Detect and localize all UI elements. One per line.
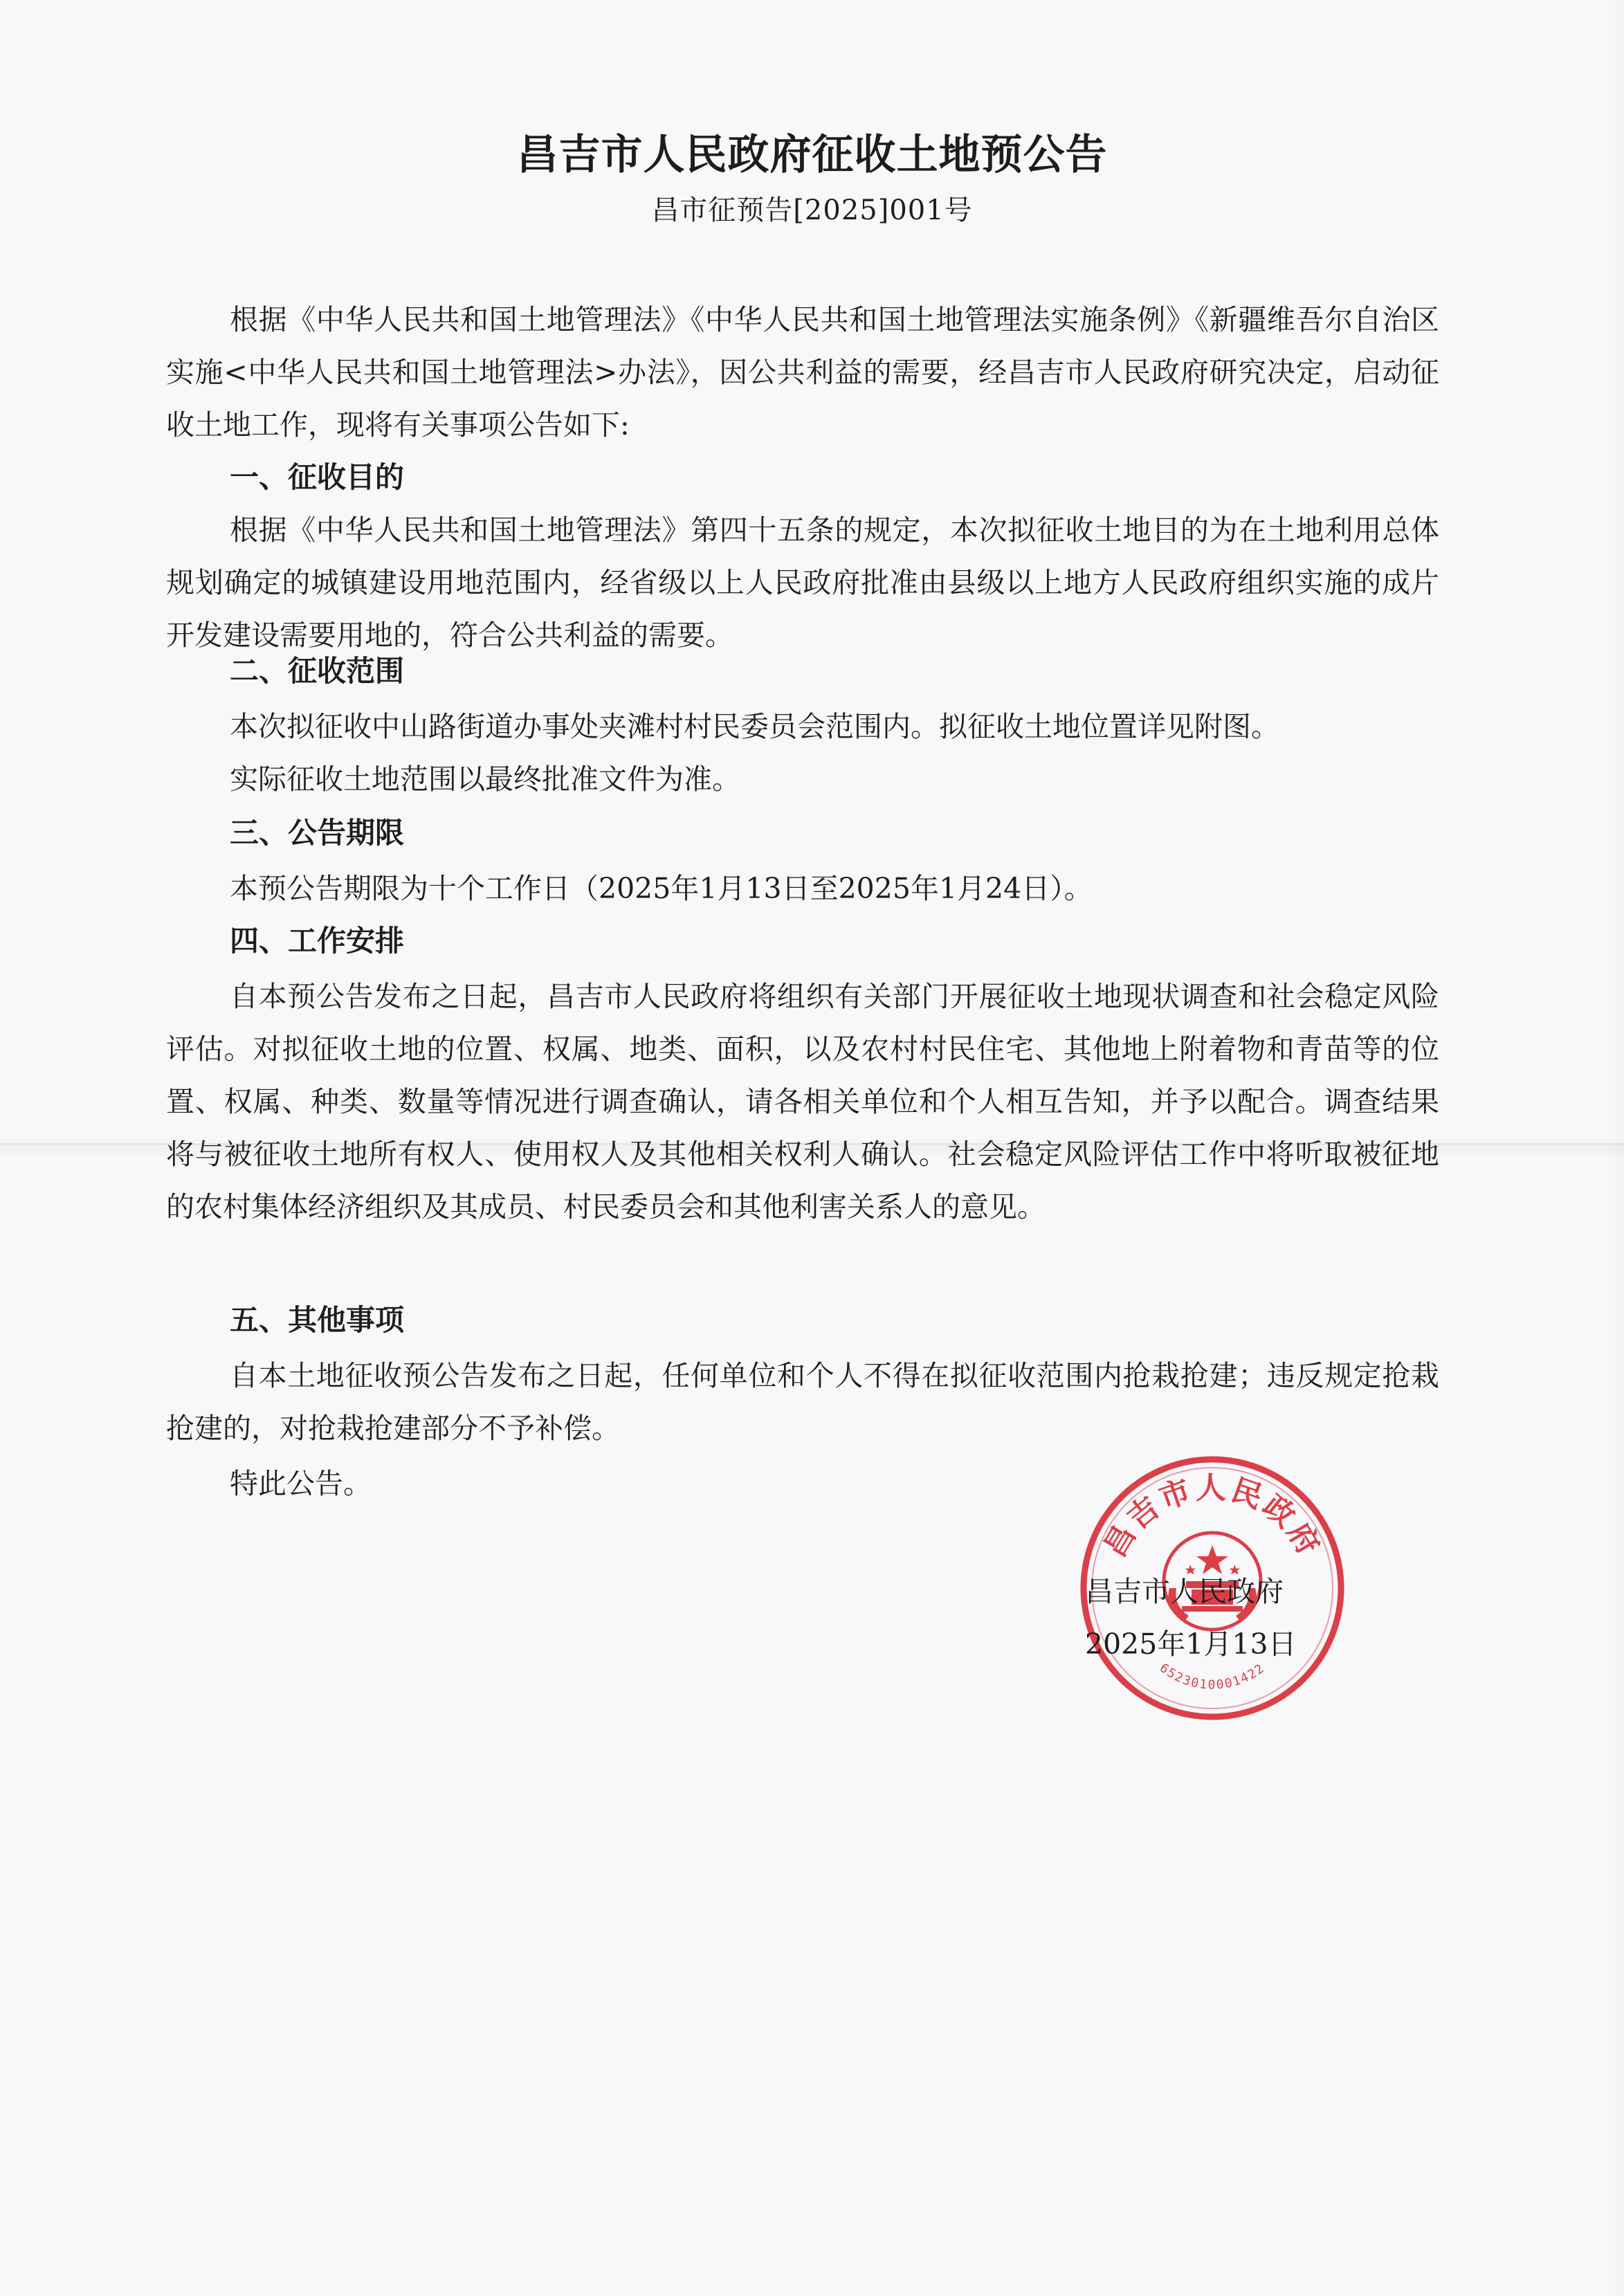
seal-number: 6523010001422 bbox=[1156, 1661, 1268, 1693]
section-1-paragraph-1: 根据《中华人民共和国土地管理法》第四十五条的规定，本次拟征收土地目的为在土地利用总体规划确定的城镇建设用地范围内，经省级以上人民政府批准由县级以上地方人民政府组织实施的成片开发建设需要用地的，符合公共利益的需要。 bbox=[166, 513, 1439, 652]
section-2-paragraph-1: 本次拟征收中山路街道办事处夹滩村村民委员会范围内。拟征收土地位置详见附图。 bbox=[230, 710, 1279, 743]
section-heading-5: 五、其他事项 bbox=[230, 1303, 405, 1337]
document-number: 昌市征预告[2025]001号 bbox=[651, 194, 973, 226]
section-3-paragraph-1: 本预公告期限为十个工作日（2025年1月13日至2025年1月24日）。 bbox=[230, 872, 1093, 905]
closing-text: 特此公告。 bbox=[230, 1467, 372, 1500]
signature-block bbox=[1085, 1565, 1297, 1670]
intro-paragraph bbox=[166, 293, 1439, 451]
seal-text: 昌吉市人民政府 bbox=[1097, 1470, 1328, 1564]
section-3-body bbox=[166, 862, 1439, 915]
section-heading-2: 二、征收范围 bbox=[230, 654, 405, 688]
section-heading-3: 三、公告期限 bbox=[230, 816, 405, 850]
signature-date: 2025年1月13日 bbox=[1085, 1628, 1297, 1661]
section-heading-4: 四、工作安排 bbox=[230, 924, 405, 958]
section-5-body bbox=[166, 1349, 1439, 1455]
section-5-paragraph-1: 自本土地征收预公告发布之日起，任何单位和个人不得在拟征收范围内抢栽抢建；违反规定抢栽抢建的，对抢栽抢建部分不予补偿。 bbox=[166, 1359, 1439, 1445]
section-2-paragraph-2: 实际征收土地范围以最终批准文件为准。 bbox=[230, 763, 740, 796]
section-4-body bbox=[166, 970, 1439, 1233]
signature-org: 昌吉市人民政府 bbox=[1085, 1575, 1284, 1608]
section-2-body bbox=[166, 700, 1439, 805]
section-4-paragraph-1: 自本预公告发布之日起，昌吉市人民政府将组织有关部门开展征收土地现状调查和社会稳定风险评估。对拟征收土地的位置、权属、地类、面积，以及农村村民住宅、其他地上附着物和青苗等的位置、权属、种类、数量等情况进行调查确认，请各相关单位和个人相互告知，并予以配合。调查结果将与被征收土地所有权人、使用权人及其他相关权利人确认。社会稳定风险评估工作中将听取被征地的农村集体经济组织及其成员、村民委员会和其他利害关系人的意见。 bbox=[166, 980, 1439, 1223]
intro-text: 根据《中华人民共和国土地管理法》《中华人民共和国土地管理法实施条例》《新疆维吾尔自治区实施<中华人民共和国土地管理法>办法》，因公共利益的需要，经昌吉市人民政府研究决定，启动征收土地工作，现将有关事项公告如下: bbox=[166, 303, 1439, 441]
section-heading-1: 一、征收目的 bbox=[230, 460, 405, 494]
section-1-body bbox=[166, 504, 1439, 662]
document-title: 昌吉市人民政府征收土地预公告 bbox=[516, 131, 1108, 179]
